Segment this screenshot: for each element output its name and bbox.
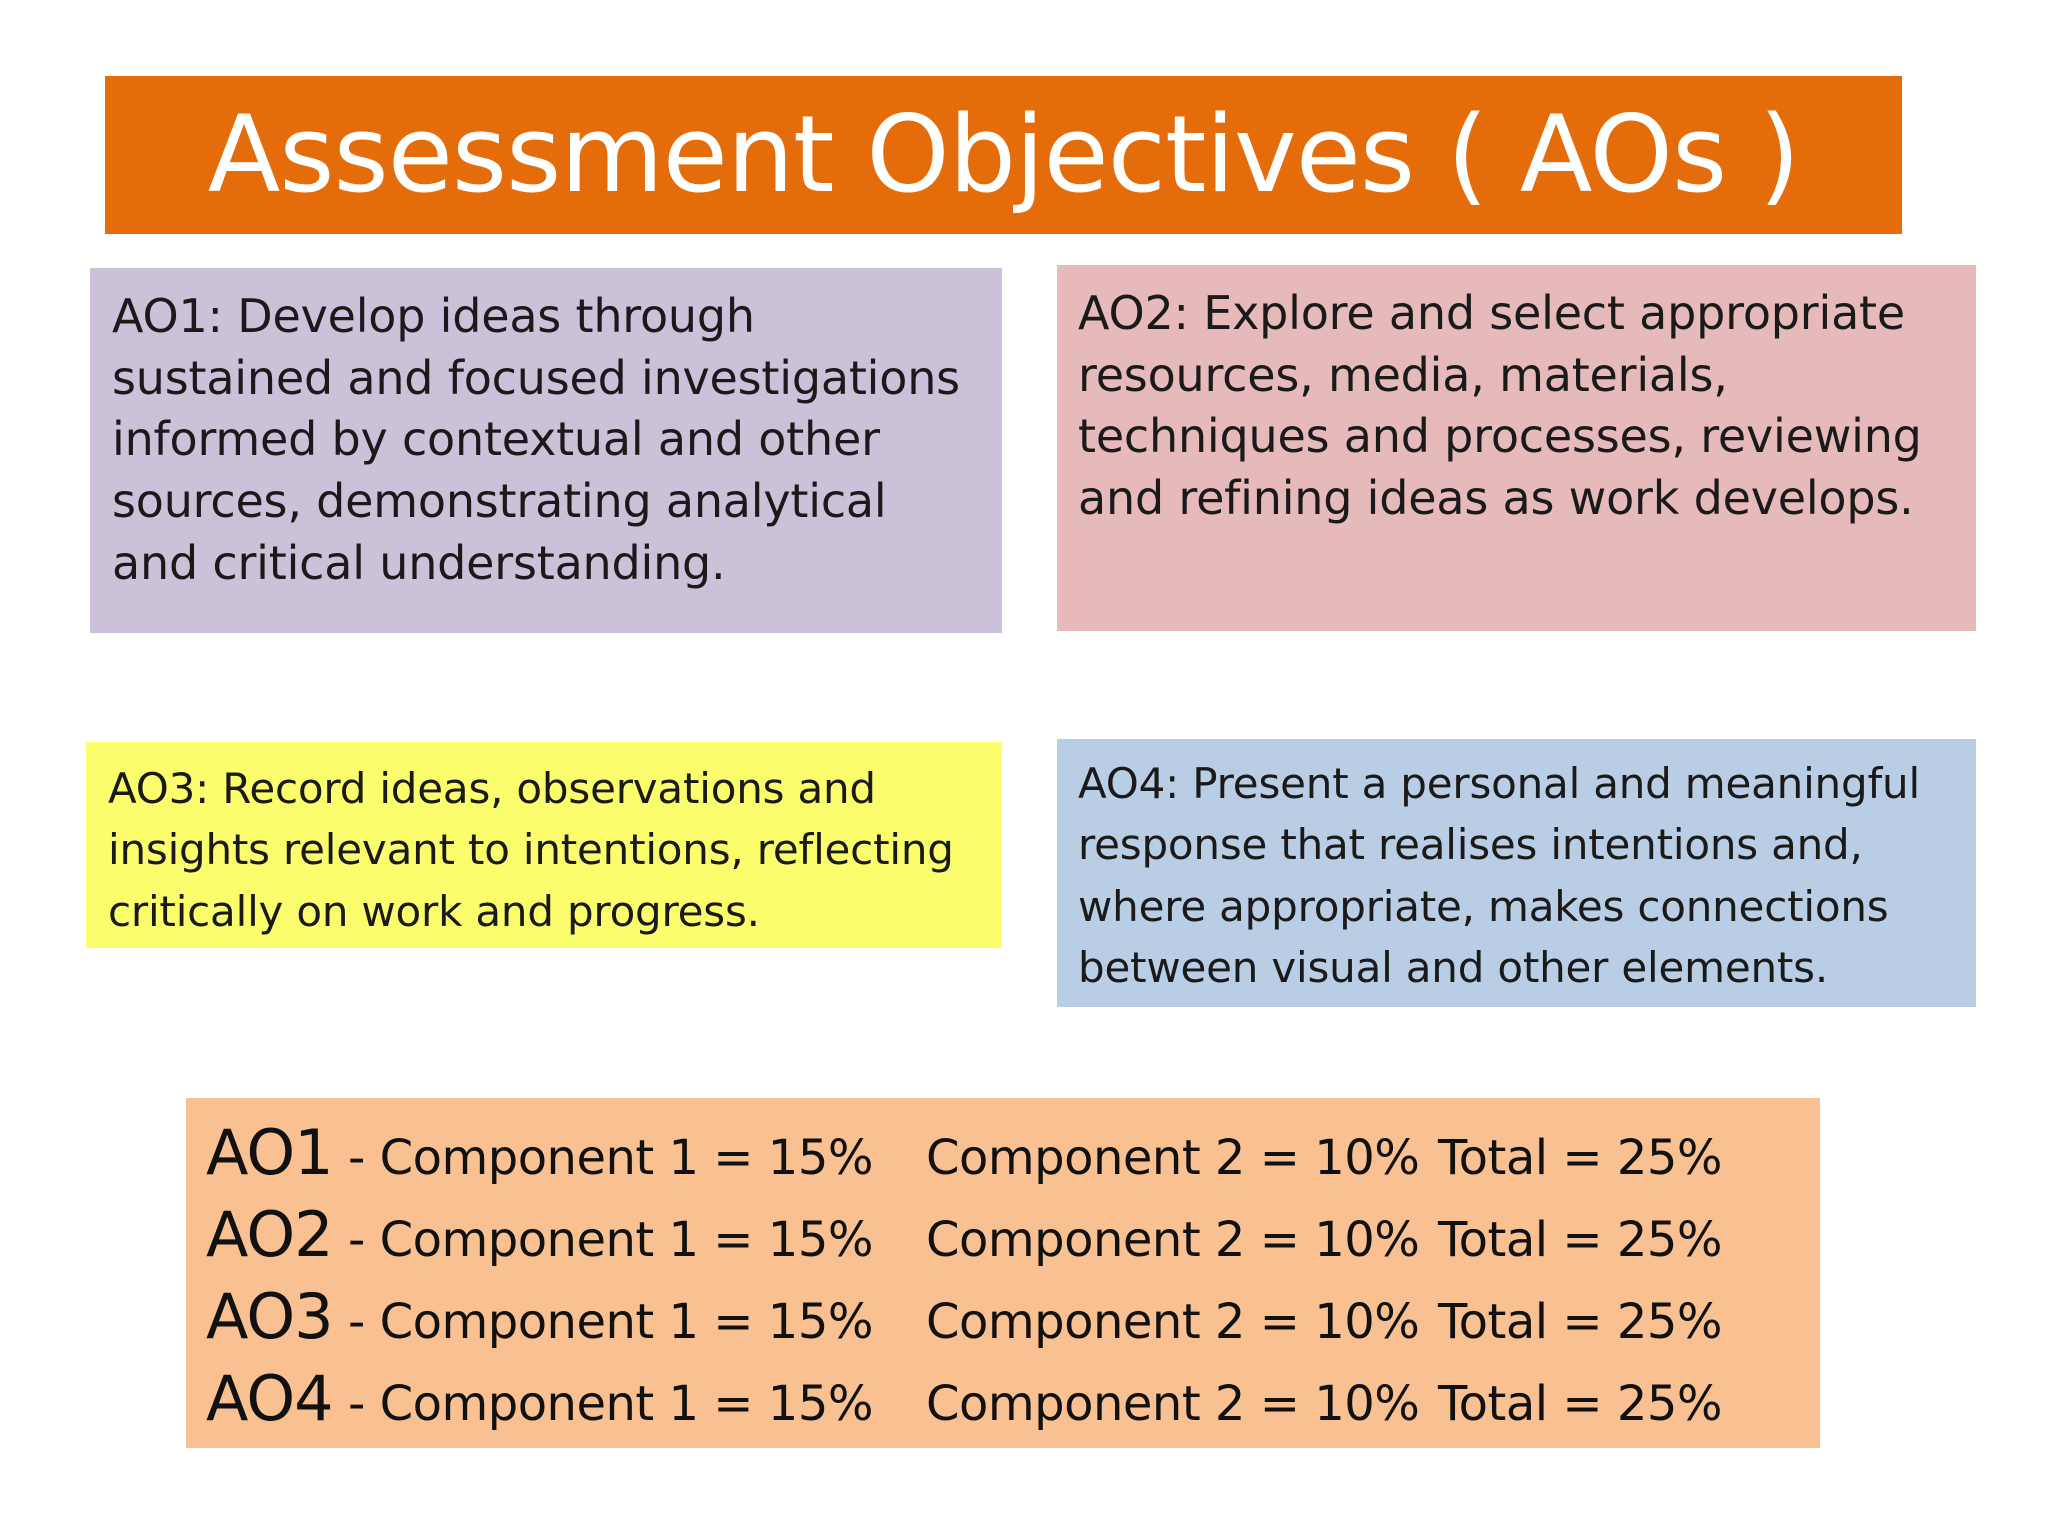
ao4-text: AO4: Present a personal and meaningful response that realises intentions and, where appropriate, makes connections between visual and other elements. — [1078, 759, 1920, 992]
weighting-component1: - Component 1 = 15% — [348, 1130, 873, 1186]
ao3-box — [86, 742, 1002, 948]
weighting-total: Total = 25% — [1438, 1130, 1723, 1186]
title-banner — [105, 76, 1902, 234]
ao2-text: AO2: Explore and select appropriate resources, media, materials, techniques and processes, reviewing and refining ideas as work develops. — [1078, 286, 1922, 525]
weighting-row-ao3 — [206, 1280, 1820, 1362]
weighting-component1: - Component 1 = 15% — [348, 1376, 873, 1432]
weighting-component2: Component 2 = 10% — [926, 1376, 1420, 1432]
weighting-component1: - Component 1 = 15% — [348, 1294, 873, 1350]
weighting-row-ao4 — [206, 1362, 1820, 1444]
ao2-box — [1057, 265, 1976, 631]
weighting-total: Total = 25% — [1438, 1376, 1723, 1432]
weighting-ao-label: AO3 — [206, 1280, 333, 1353]
ao1-box — [90, 268, 1002, 633]
ao1-text: AO1: Develop ideas through sustained and focused investigations informed by contextual and other sources, demonstrating analytical and critical understanding. — [112, 289, 960, 590]
page-title: Assessment Objectives ( AOs ) — [207, 93, 1800, 216]
weighting-row-ao2 — [206, 1198, 1820, 1280]
ao4-box — [1057, 739, 1976, 1007]
weighting-total: Total = 25% — [1438, 1294, 1723, 1350]
weightings-panel — [186, 1098, 1820, 1448]
weighting-ao-label: AO1 — [206, 1116, 333, 1189]
weighting-component2: Component 2 = 10% — [926, 1294, 1420, 1350]
weighting-component1: - Component 1 = 15% — [348, 1212, 873, 1268]
ao3-text: AO3: Record ideas, observations and insights relevant to intentions, reflecting critically on work and progress. — [108, 764, 954, 936]
weighting-ao-label: AO4 — [206, 1362, 333, 1435]
weighting-component2: Component 2 = 10% — [926, 1212, 1420, 1268]
weighting-total: Total = 25% — [1438, 1212, 1723, 1268]
weighting-ao-label: AO2 — [206, 1198, 333, 1271]
weighting-component2: Component 2 = 10% — [926, 1130, 1420, 1186]
weighting-row-ao1 — [206, 1116, 1820, 1198]
